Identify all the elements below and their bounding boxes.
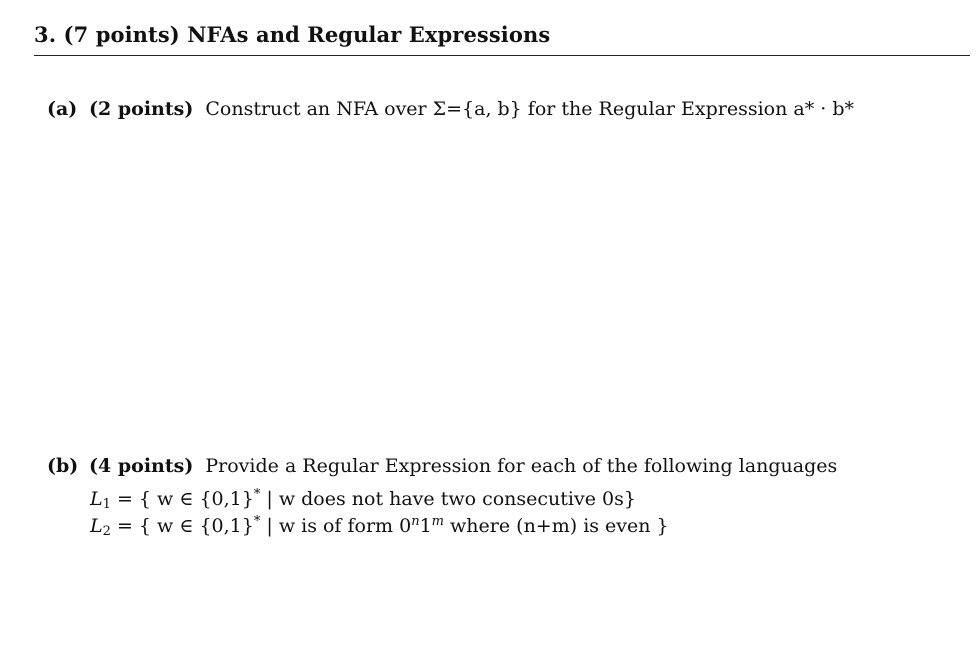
language-l2-condition-end: where (n+m) is even }	[444, 515, 669, 537]
answer-space-a[interactable]	[47, 130, 947, 440]
language-l1-star: *	[253, 487, 261, 502]
part-a-label: (a)	[47, 98, 78, 120]
part-b	[47, 453, 837, 480]
part-a	[47, 96, 854, 123]
language-l2-exponent-n: n	[411, 514, 420, 529]
language-l1-set: = { w ∈ {0,1}	[110, 488, 254, 510]
language-l2-exponent-m: m	[431, 514, 444, 529]
language-l2-subscript: 2	[102, 524, 111, 539]
language-l2-name: L	[90, 515, 103, 537]
part-b-points: (4 points)	[89, 455, 194, 477]
language-l1-condition: | w does not have two consecutive 0s}	[260, 488, 636, 510]
section-title: 3. (7 points) NFAs and Regular Expressions	[34, 22, 551, 47]
language-l2	[90, 508, 669, 545]
part-a-points: (2 points)	[89, 98, 194, 120]
language-l1-name: L	[90, 488, 103, 510]
part-b-prompt: Provide a Regular Expression for each of the following languages	[205, 455, 838, 477]
language-l1-subscript: 1	[102, 497, 111, 512]
language-l2-star: *	[253, 514, 261, 529]
part-b-label: (b)	[47, 455, 79, 477]
title-divider	[34, 55, 970, 56]
language-l2-set: = { w ∈ {0,1}	[110, 515, 254, 537]
language-l2-one: 1	[419, 515, 432, 537]
part-a-prompt: Construct an NFA over Σ={a, b} for the Regular Expression a* · b*	[205, 98, 855, 120]
language-l2-condition-start: | w is of form 0	[260, 515, 412, 537]
